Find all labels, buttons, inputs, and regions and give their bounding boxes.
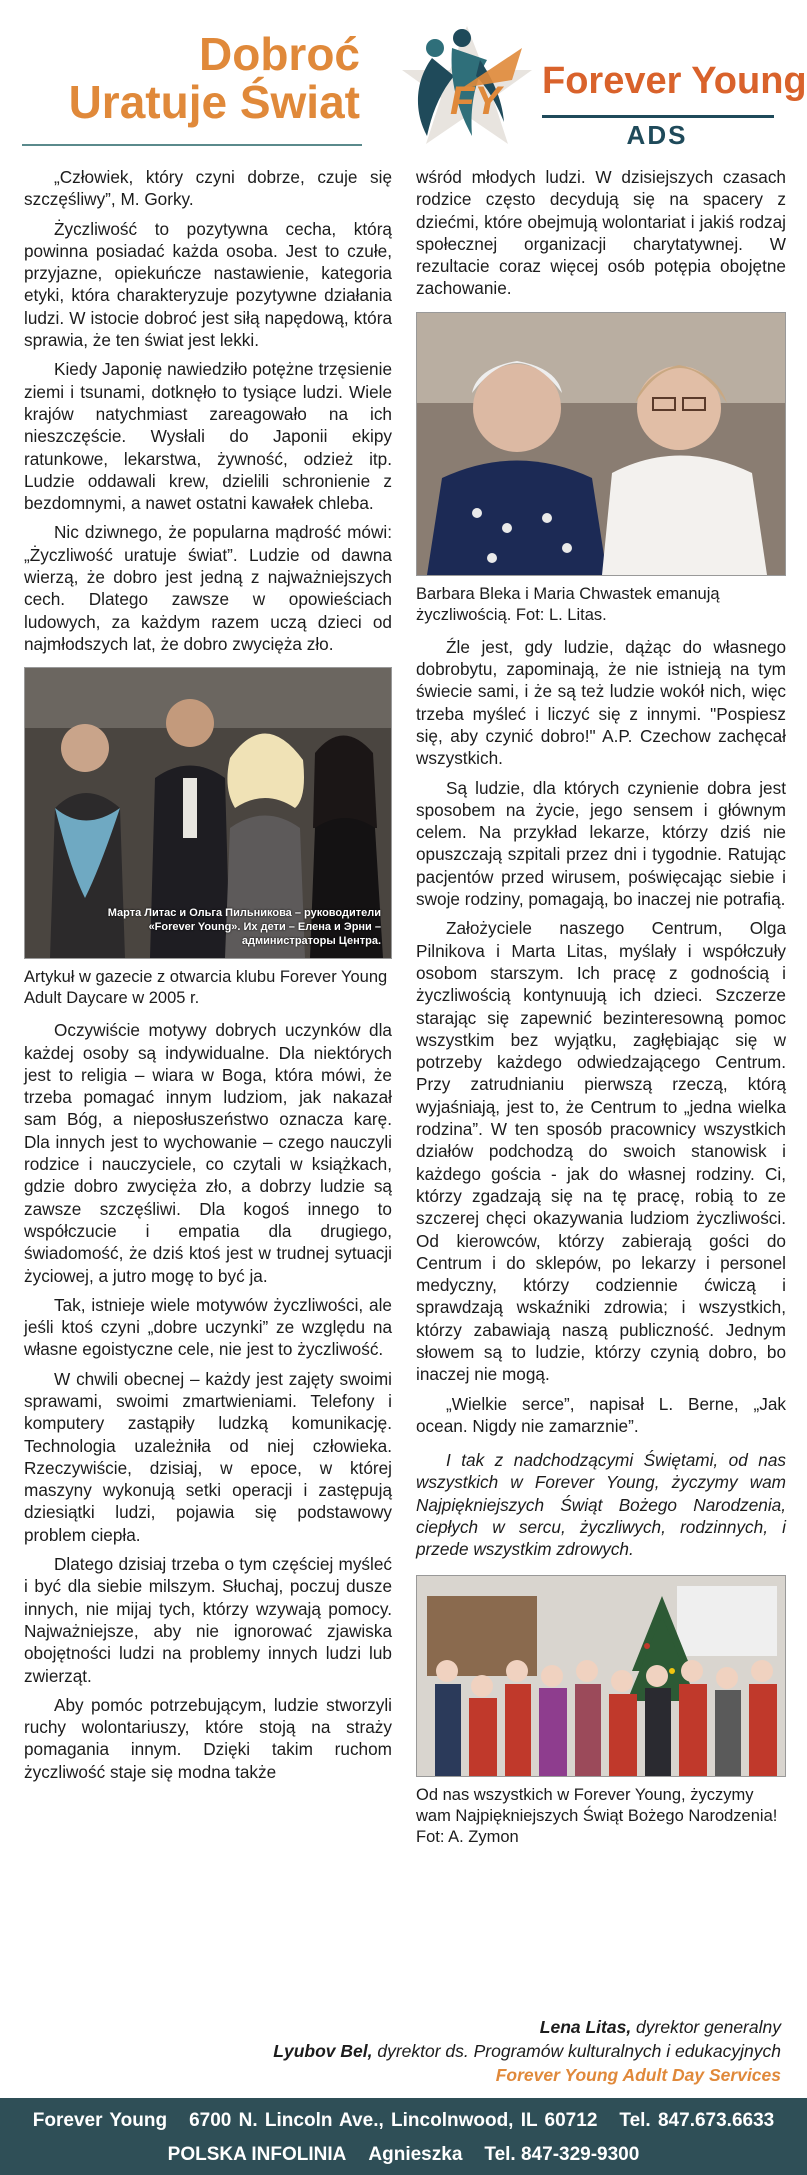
footer-contact-name: Agnieszka	[368, 2144, 463, 2165]
photo-caption: Od nas wszystkich w Forever Young, życzymy wam Najpiękniejszych Świąt Bożego Narodzenia! Fot: A. Zymon	[416, 1785, 778, 1846]
signature-line-1	[81, 2015, 781, 2039]
paragraph: wśród młodych ludzi. W dzisiejszych czasach rodzice często decydują się na spacery z dziećmi, które obejmują wolontariat i jakiś rodzaj społecznej organizacji charytatywnej. W rezultacie coraz więcej osób potępia obojętne zachowanie.	[416, 167, 786, 299]
brand-name: Forever Young	[542, 60, 807, 102]
signature-name: Lyubov Bel,	[273, 2041, 373, 2061]
paragraph: Aby pomóc potrzebującym, ludzie stworzyli ruchy wolontariuszy, które stoją na straży pomagania innym. Dzięki takim ruchom życzliwość staje się modna także	[24, 1694, 392, 1782]
paragraph: Kiedy Japonię nawiedziło potężne trzęsienie ziemi i tsunami, dotknęło to tysiące ludzi. Wiele krajów natychmiast zareagowało na ich nieszczęście. Wysłali do Japonii ekipy ratunkowe, lekarstwa, żywność, odzież itp. Ludzie oddawali krew, dzielili schronienie z bezdomnymi, a nawet ostatni kawałek chleba.	[24, 359, 392, 514]
footer-phone: Tel. 847.673.6633	[619, 2110, 775, 2131]
brand-divider	[542, 115, 774, 118]
svg-text:FY: FY	[450, 79, 502, 123]
signature-name: Lena Litas,	[539, 2017, 632, 2037]
two-women-photo-illustration	[417, 313, 785, 575]
footer-line-1	[0, 2110, 807, 2132]
paragraph: Założyciele naszego Centrum, Olga Pilnikova i Marta Litas, myślały i współczuły osobom starszym. Ich pracę z godnością i życzliwością kontynuują ich dzieci. Szczerze starając się zapewnić bezinteresowną pomoc wszystkim bez wyjątku, zagłębiając się w potrzeby każdego odwiedzającego Centrum. Przy zatrudnianiu pierwszą rzeczą, którą wyjaśniają, jest to, że Centrum to „jedna wielka rodzina”. W ten sposób pracownicy wszystkich działów podchodzą do swoich stanowisk i każdego gościa - jak do własnej rodziny. Ci, którzy zgadzają się na tę pracę, robią to ze szczerej chęci okazywania ludziom życzliwości. Od kierowców, którzy zabierają gości do Centrum i do sklepów, po lekarzy i personel medyczny, którzy codziennie ćwiczą i sprawdzają wskaźniki zdrowia; i wszystkich, którzy zabawiają naszą publiczność. Jednym słowem są to ludzie, którzy czynią dobro, bo inaczej nie mogą.	[416, 918, 786, 1385]
seniors-photo	[416, 312, 786, 576]
photo-overlay-caption: Марта Литас и Ольга Пильникова – руководители «Forever Young». Их дети – Елена и Эрни – администраторы Центра.	[107, 907, 381, 948]
signature-block	[81, 2015, 781, 2087]
paragraph: Życzliwość to pozytywna cecha, którą powinna posiadać każda osoba. Jest to czułe, przyjazne, opiekuńcze nastawienie, kategoria etyki, która charakteryzuje pozytywne działania ludzi. W istocie dobroć jest siłą napędową, która sprawia, że ten świat jest lekki.	[24, 218, 392, 351]
signature-role: dyrektor generalny	[631, 2017, 781, 2037]
article-header	[0, 0, 807, 160]
photo-caption: Barbara Bleka i Maria Chwastek emanują życzliwością. Fot: L. Litas.	[416, 584, 720, 624]
footer-brand: Forever Young	[32, 2110, 168, 2131]
newspaper-photo	[24, 667, 392, 959]
contact-footer	[0, 2098, 807, 2175]
holiday-group-illustration	[417, 1576, 785, 1776]
signature-role: dyrektor ds. Programów kulturalnych i edukacyjnych	[372, 2041, 781, 2061]
paragraph: Oczywiście motywy dobrych uczynków dla każdej osoby są indywidualne. Dla niektórych jest to religia – wiara w Boga, która mówi, że trzeba pomagać innym ludziom, jak nakazał sam Bóg, a nieposłuszeństwo oznacza karę. Dla innych jest to wychowanie – czego nauczyli rodzice i nauczyciele, co czytali w książkach, gdzie dobro zwycięża zło, a dobrzy ludzie są zawsze szczęśliwi. Dla kogoś innego to współczucie i empatia dla drugiego, świadomość, że dziś ktoś jest w trudnej sytuacji życiowej, a jutro mogę to być ja.	[24, 1020, 392, 1286]
title-line-2: Uratuje Świat	[68, 76, 360, 128]
title-line-1: Dobroć	[199, 28, 360, 80]
paragraph: Źle jest, gdy ludzie, dążąc do własnego dobrobytu, zapominają, że nie istnieją na tym świecie sami, i że są też ludzie wokół nich, więc trzeba myśleć i liczyć się z innymi. "Pospiesz się, aby czynić dobro!" A.P. Czechow zachęcał wszystkich.	[416, 636, 786, 769]
brand-ads: ADS	[626, 120, 688, 150]
paragraph: „Człowiek, który czyni dobrze, czuje się szczęśliwy”, M. Gorky.	[24, 167, 392, 210]
footer-infolinia: POLSKA INFOLINIA	[167, 2144, 347, 2165]
signature-organization: Forever Young Adult Day Services	[495, 2065, 781, 2085]
paragraph: „Wielkie serce”, napisał L. Berne, „Jak ocean. Nigdy nie zamarznie”.	[416, 1393, 786, 1436]
footer-line-2	[0, 2144, 807, 2166]
photo-caption: Artykuł w gazecie z otwarcia klubu Forever Young Adult Daycare w 2005 r.	[24, 968, 388, 1008]
article-title	[20, 30, 360, 126]
signature-line-2	[81, 2039, 781, 2063]
right-column	[416, 166, 786, 1858]
holiday-greeting: I tak z nadchodzącymi Świętami, od nas wszystkich w Forever Young, życzymy wam Najpiękniejszych Świąt Bożego Narodzenia, ciepłych w sercu, życzliwych, rodzinnych, i przede wszystkim zdrowych.	[416, 1450, 786, 1560]
paragraph: Tak, istnieje wiele motywów życzliwości, ale jeśli ktoś czyni „dobre uczynki” ze względu na własne egoistyczne cele, nie jest to życzliwość.	[24, 1294, 392, 1360]
paragraph: Nic dziwnego, że popularna mądrość mówi: „Życzliwość uratuje świat”. Ludzie od dawna wierzą, że dobro jest jedną z najważniejszych cech. Dlatego zawsze w opowieściach ludowych, za każdym razem uczą dzieci od najmłodszych lat, że dobro zwycięża zło.	[24, 522, 392, 654]
footer-phone-2: Tel. 847-329-9300	[484, 2144, 640, 2165]
logo-star-figures-icon	[392, 18, 542, 148]
title-divider	[22, 144, 362, 146]
group-holiday-photo	[416, 1575, 786, 1777]
forever-young-logo	[392, 18, 807, 150]
paragraph: W chwili obecnej – każdy jest zajęty swoimi sprawami, swoimi zmartwieniami. Telefony i komputery zastąpiły ludzką komunikację. Technologia uzależniła od niej człowieka. Rzeczywiście, dzisiaj, w epoce, w której maszyny wykonują setki operacji i zastępują dziesiątki ludzi, pojawia się podstawowy problem ciepła.	[24, 1368, 392, 1545]
paragraph: Są ludzie, dla których czynienie dobra jest sposobem na życie, jego sensem i głównym celem. Na przykład lekarze, którzy dziś nie opuszczają szpitali przez dni i tygodnie. Ratując pacjentów przed wirusem, poświęcając siebie i swoje rodziny, pomagają, bo inaczej nie potrafią.	[416, 777, 786, 910]
paragraph: Dlatego dzisiaj trzeba o tym częściej myśleć i być dla siebie milszym. Słuchaj, poczuj dusze innych, nie mijaj tych, którzy wzywają pomocy. Najważniejsze, aby nie ignorować zjawiska obojętności ludzi na problemy innych ludzi lub zwierząt.	[24, 1554, 392, 1686]
footer-address: 6700 N. Lincoln Ave., Lincolnwood, IL 60712	[189, 2110, 598, 2131]
left-column	[24, 166, 392, 1790]
